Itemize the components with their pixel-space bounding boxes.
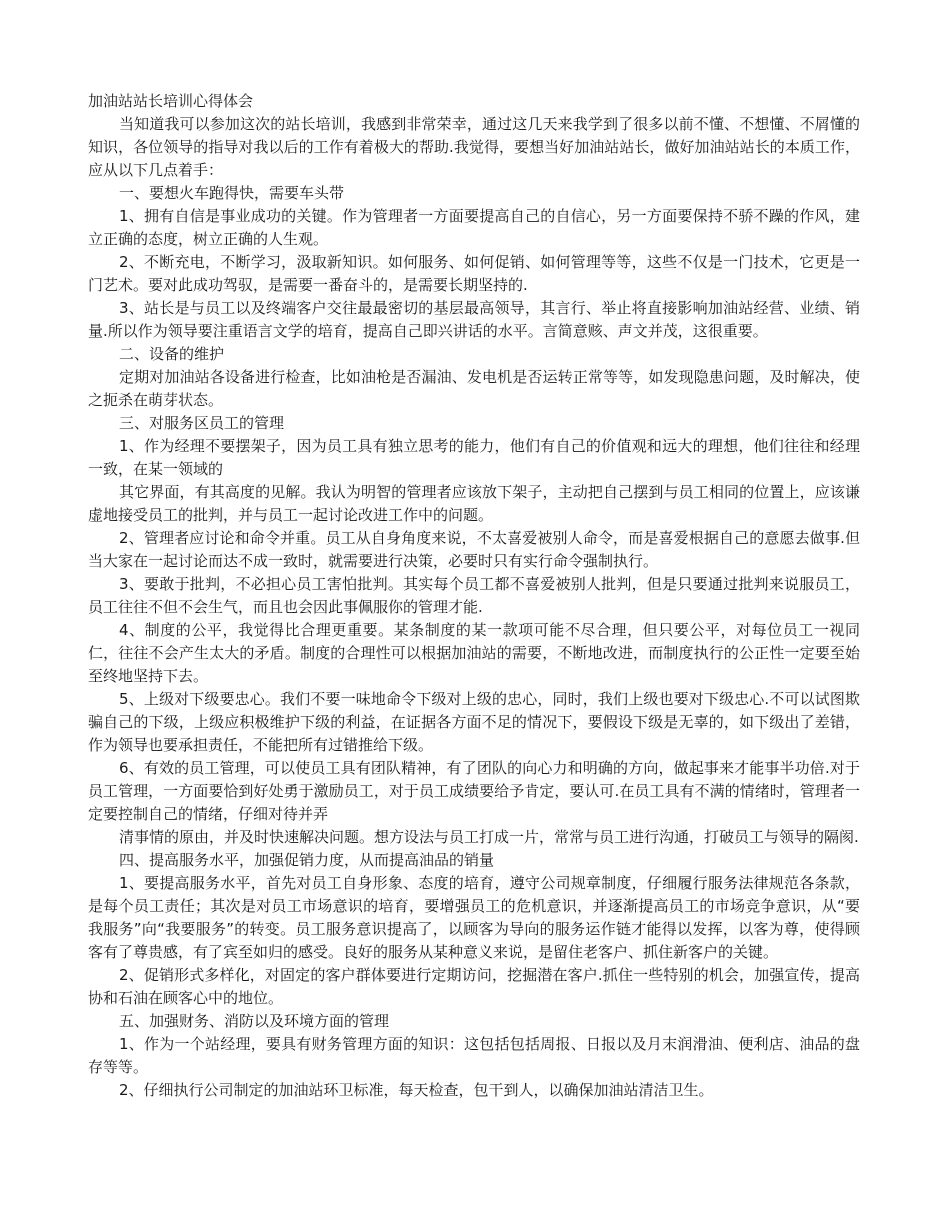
paragraph: 2、不断充电，不断学习，汲取新知识。如何服务、如何促销、如何管理等等，这些不仅是一门技术，它更是一门艺术。要对此成功驾驭，是需要一番奋斗的，是需要长期坚持的. [88,253,860,294]
intro-paragraph: 当知道我可以参加这次的站长培训，我感到非常荣幸，通过这几天来我学到了很多以前不懂、不想懂、不屑懂的知识，各位领导的指导对我以后的工作有着极大的帮助.我觉得，要想当好加油站站长，做好加油站站长的本质工作，应从以下几点着手： [88,115,860,179]
paragraph: 4、制度的公平，我觉得比合理更重要。某条制度的某一款项可能不尽合理，但只要公平，对每位员工一视同仁，往往不会产生太大的矛盾。制度的合理性可以根据加油站的需要，不断地改进，而制度执行的公正性一定要至始至终地坚持下去。 [88,621,860,685]
paragraph: 1、要提高服务水平，首先对员工自身形象、态度的培育，遵守公司规章制度，仔细履行服务法律规范各条款，是每个员工责任；其次是对员工市场意识的培育，要增强员工的危机意识，并逐渐提高员工的市场竞争意识，从“要我服务”向“我要服务”的转变。员工服务意识提高了，以顾客为导向的服务运作链才能得以发挥，以客为尊，使得顾客有了尊贵感，有了宾至如归的感受。良好的服务从某种意义来说，是留住老客户、抓住新客户的关键。 [88,874,860,961]
paragraph: 5、上级对下级要忠心。我们不要一味地命令下级对上级的忠心，同时，我们上级也要对下级忠心.不可以试图欺骗自己的下级，上级应积极维护下级的利益，在证据各方面不足的情况下，要假设下级是无辜的，如下级出了差错，作为领导也要承担责任，不能把所有过错推给下级。 [88,690,860,754]
paragraph: 2、仔细执行公司制定的加油站环卫标准，每天检查，包干到人，以确保加油站清洁卫生。 [119,1081,714,1099]
paragraph: 6、有效的员工管理，可以使员工具有团队精神，有了团队的向心力和明确的方向，做起事来才能事半功倍.对于员工管理，一方面要恰到好处勇于激励员工，对于员工成绩要给予肯定，要认可.在员工具有不满的情绪时，管理者一定要控制自己的情绪，仔细对待并弄 [88,759,860,823]
section-heading-1: 一、要想火车跑得快，需要车头带 [119,184,345,202]
section-heading-5: 五、加强财务、消防以及环境方面的管理 [119,1012,390,1030]
document-title: 加油站站长培训心得体会 [88,92,254,110]
paragraph: 清事情的原由，并及时快速解决问题。想方设法与员工打成一片，常常与员工进行沟通，打破员工与领导的隔阂. [119,828,859,846]
paragraph: 3、要敢于批判，不必担心员工害怕批判。其实每个员工都不喜爱被别人批判，但是只要通过批判来说服员工，员工往往不但不会生气，而且也会因此事佩服你的管理才能. [88,575,860,616]
paragraph: 1、作为经理不要摆架子，因为员工具有独立思考的能力，他们有自己的价值观和远大的理想，他们往往和经理一致，在某一领域的 [88,437,860,478]
paragraph: 2、管理者应讨论和命令并重。员工从自身角度来说，不太喜爱被别人命令，而是喜爱根据自己的意愿去做事.但当大家在一起讨论而达不成一致时，就需要进行决策，必要时只有实行命令强制执行。 [88,529,860,570]
paragraph: 1、作为一个站经理，要具有财务管理方面的知识：这包括包括周报、日报以及月末润滑油、便利店、油品的盘存等等。 [88,1035,860,1076]
paragraph: 2、促销形式多样化，对固定的客户群体要进行定期访问，挖掘潜在客户.抓住一些特别的机会，加强宣传，提高协和石油在顾客心中的地位。 [88,966,860,1007]
paragraph: 定期对加油站各设备进行检查，比如油枪是否漏油、发电机是否运转正常等等，如发现隐患问题，及时解决，使之扼杀在萌芽状态。 [88,368,860,409]
section-heading-2: 二、设备的维护 [119,345,225,363]
paragraph: 其它界面，有其高度的见解。我认为明智的管理者应该放下架子，主动把自己摆到与员工相同的位置上，应该谦虚地接受员工的批判，并与员工一起讨论改进工作中的问题。 [88,483,860,524]
section-heading-4: 四、提高服务水平，加强促销力度，从而提高油品的销量 [119,851,495,869]
section-heading-3: 三、对服务区员工的管理 [119,414,285,432]
paragraph: 3、站长是与员工以及终端客户交往最最密切的基层最高领导，其言行、举止将直接影响加油站经营、业绩、销量.所以作为领导要注重语言文学的培育，提高自己即兴讲话的水平。言简意赅、声文并茂，这很重要。 [88,299,860,340]
paragraph: 1、拥有自信是事业成功的关键。作为管理者一方面要提高自己的自信心，另一方面要保持不骄不躁的作风，建立正确的态度，树立正确的人生观。 [88,207,860,248]
